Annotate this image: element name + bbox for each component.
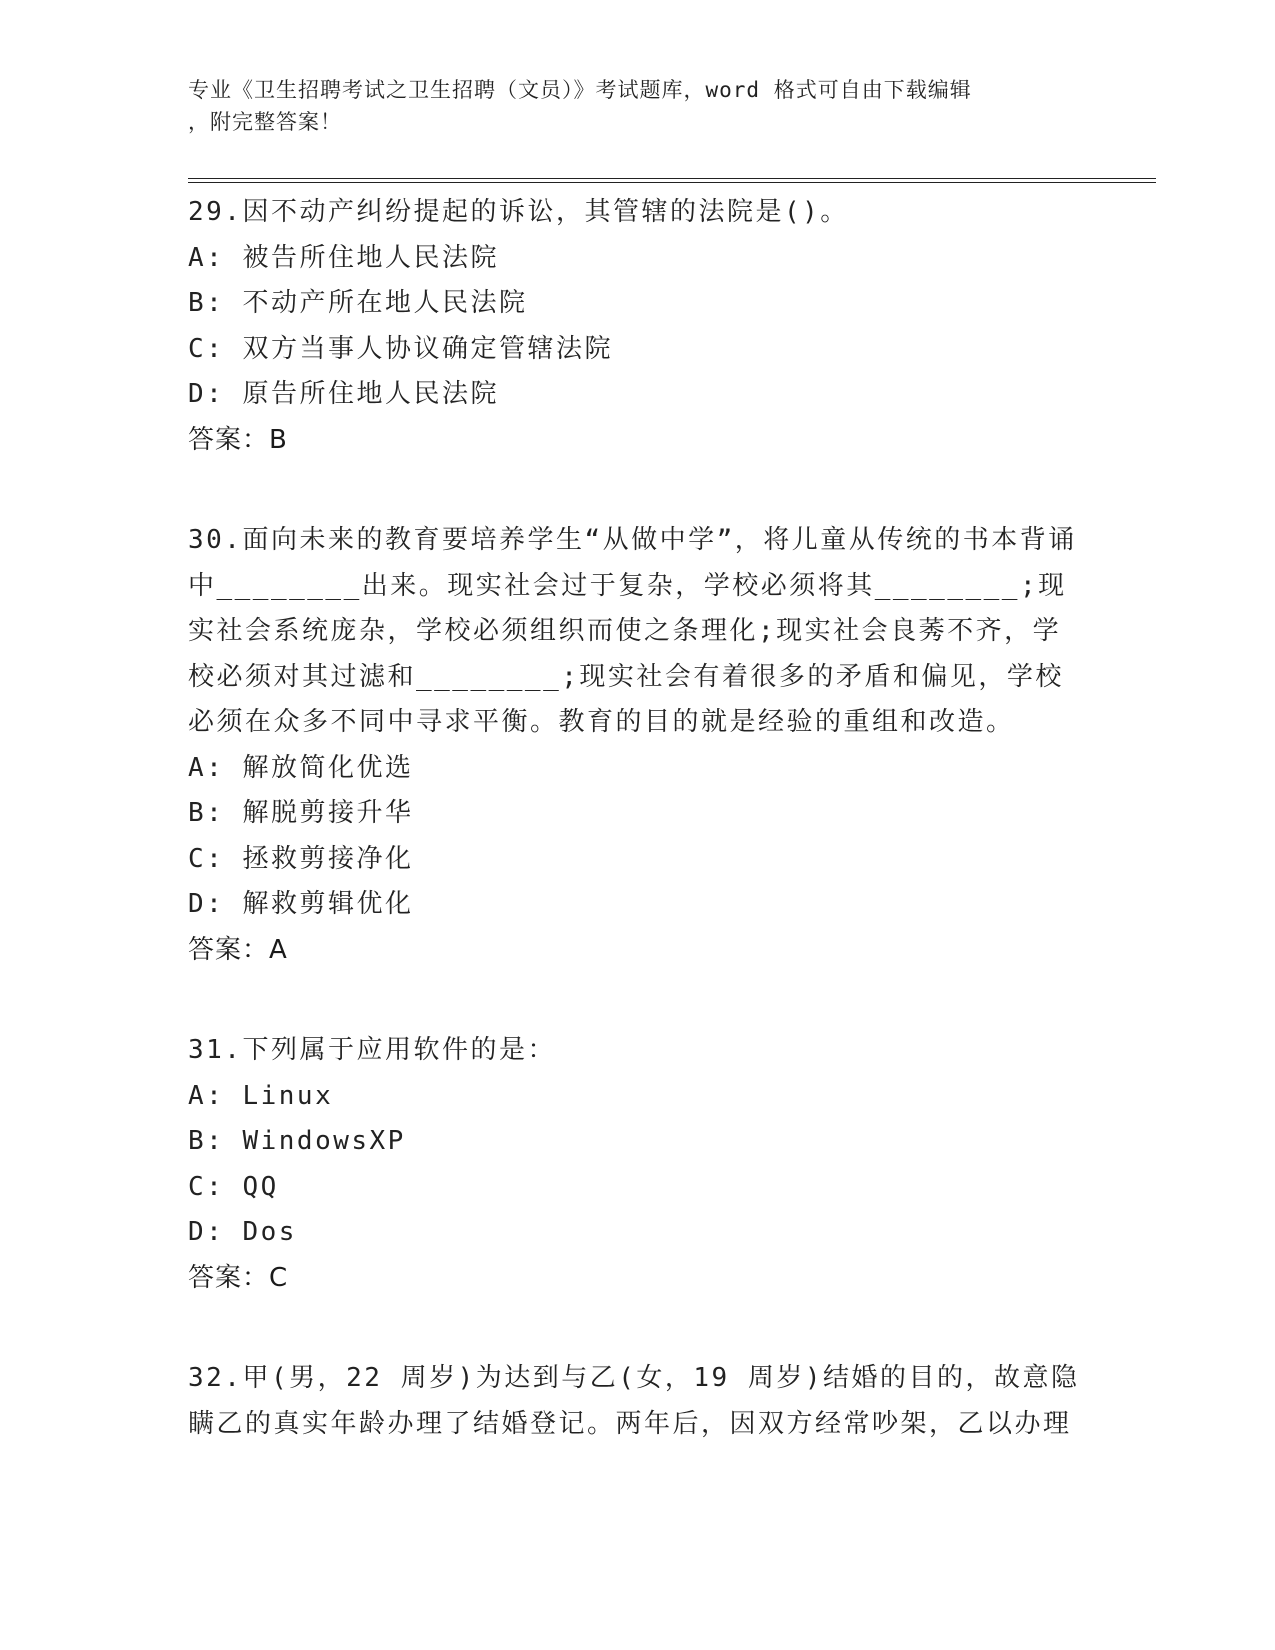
question-stem: 32.甲(男，22 周岁)为达到与乙(女，19 周岁)结婚的目的，故意隐瞒乙的真实年龄办理了结婚登记。两年后，因双方经常吵架，乙以办理 (188, 1363, 1080, 1439)
option-c: C: 双方当事人协议确定管辖法院 (188, 333, 613, 364)
header-title-line-2: ，附完整答案！ (188, 110, 342, 134)
answer-line: 答案：B (188, 424, 288, 455)
option-d: D: 解救剪辑优化 (188, 889, 414, 919)
document-header (188, 74, 1068, 138)
option-b: B: WindowsXP (188, 1126, 406, 1156)
option-a: A: Linux (188, 1080, 334, 1111)
question-list (188, 190, 1088, 1502)
option-b: B: 解脱剪接升华 (188, 798, 414, 828)
option-d: D: Dos (188, 1217, 297, 1247)
option-b: B: 不动产所在地人民法院 (188, 288, 528, 318)
question-29 (188, 190, 1088, 463)
option-d: D: 原告所住地人民法院 (188, 379, 499, 409)
option-a: A: 解放简化优选 (188, 752, 414, 783)
answer-line: 答案：A (188, 934, 288, 965)
header-divider (188, 178, 1156, 183)
question-30 (188, 518, 1088, 973)
question-stem: 30.面向未来的教育要培养学生“从做中学”，将儿童从传统的书本背诵中________出来。现实社会过于复杂，学校必须将其________;现实社会系统庞杂，学校必须组织而使之条理化;现实社会良莠不齐，学校必须对其过滤和________;现实社会有着很多的矛盾和偏见，学校必须在众多不同中寻求平衡。教育的目的就是经验的重组和改造。 (188, 525, 1077, 737)
answer-line: 答案：C (188, 1262, 289, 1293)
option-c: C: QQ (188, 1171, 279, 1202)
question-stem: 29.因不动产纠纷提起的诉讼，其管辖的法院是()。 (188, 197, 849, 227)
question-stem: 31.下列属于应用软件的是： (188, 1035, 556, 1065)
header-title-line-1: 专业《卫生招聘考试之卫生招聘（文员）》考试题库，word 格式可自由下载编辑 (188, 78, 972, 102)
question-31 (188, 1028, 1088, 1301)
option-a: A: 被告所住地人民法院 (188, 242, 499, 273)
question-32 (188, 1356, 1088, 1447)
option-c: C: 拯救剪接净化 (188, 843, 414, 874)
